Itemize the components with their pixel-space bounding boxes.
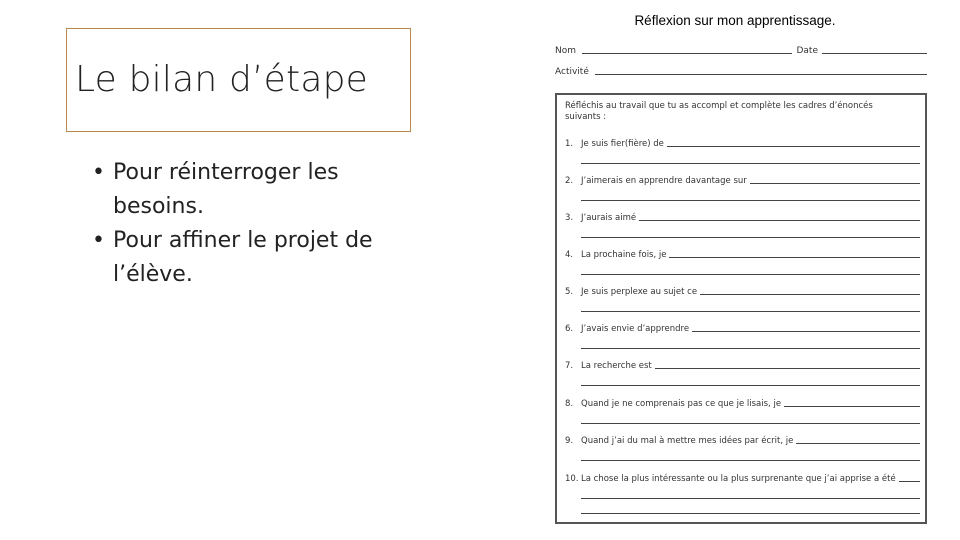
answer-line [581,186,920,201]
question-item [565,137,920,167]
slide-title: Le bilan d’étape [75,59,369,100]
nom-date-row [555,42,927,56]
question-number: 2. [565,176,574,186]
question-text: La chose la plus intéressante ou la plus surprenante que j’ai apprise a été [581,474,896,484]
question-number: 7. [565,361,574,371]
question-item [565,397,920,427]
question-item [565,174,920,204]
question-item [565,248,920,278]
question-text: J’avais envie d’apprendre [581,324,690,334]
question-text: Quand je ne comprenais pas ce que je lisais, je [581,399,782,409]
question-number: 10. [565,474,579,484]
question-text: J’aurais aimé [581,213,637,223]
question-number: 1. [565,139,574,149]
question-item [565,434,920,464]
question-text: Je suis fier(fière) de [581,139,664,149]
answer-line [581,297,920,312]
answer-line [796,443,920,444]
date-field-line [822,52,927,54]
answer-line [581,499,920,514]
worksheet-caption: Réflexion sur mon apprentissage. [634,13,836,28]
bullet-item: • Pour réinterroger les besoins. [92,156,402,224]
answer-line [639,220,920,221]
answer-line [669,257,920,258]
question-number: 5. [565,287,574,297]
question-number: 6. [565,324,574,334]
question-text: J’aimerais en apprendre davantage sur [581,176,747,186]
bullet-list [92,156,402,292]
reflection-form [555,93,927,524]
question-item [565,322,920,352]
question-number: 3. [565,213,574,223]
answer-line [581,371,920,386]
question-number: 4. [565,250,574,260]
question-text: La recherche est [581,361,652,371]
activite-row [555,63,927,77]
answer-line [655,368,920,369]
answer-line [581,149,920,164]
answer-line [581,223,920,238]
answer-line [581,260,920,275]
activite-field-line [595,73,927,75]
nom-label: Nom [555,46,577,56]
answer-line [581,409,920,424]
answer-line [899,481,920,482]
question-item [565,472,920,516]
question-item [565,285,920,315]
question-number: 8. [565,399,574,409]
answer-line [581,334,920,349]
answer-line [692,331,920,332]
activite-label: Activité [555,67,589,77]
nom-field-line [582,52,792,54]
question-text: Je suis perplexe au sujet ce [581,287,698,297]
answer-line [581,446,920,461]
title-box [66,28,411,132]
answer-line [667,146,920,147]
answer-line [700,294,920,295]
question-item [565,359,920,389]
answer-line [784,406,920,407]
answer-line [750,183,920,184]
date-label: Date [796,46,818,56]
answer-line [581,484,920,499]
question-number: 9. [565,436,574,446]
question-text: La prochaine fois, je [581,250,667,260]
form-intro: Réfléchis au travail que tu as accompl et complète les cadres d’énoncés suivants : [565,101,873,122]
bullet-item: • Pour affiner le projet de l’élève. [92,224,402,292]
question-item [565,211,920,241]
question-text: Quand j’ai du mal à mettre mes idées par écrit, je [581,436,794,446]
